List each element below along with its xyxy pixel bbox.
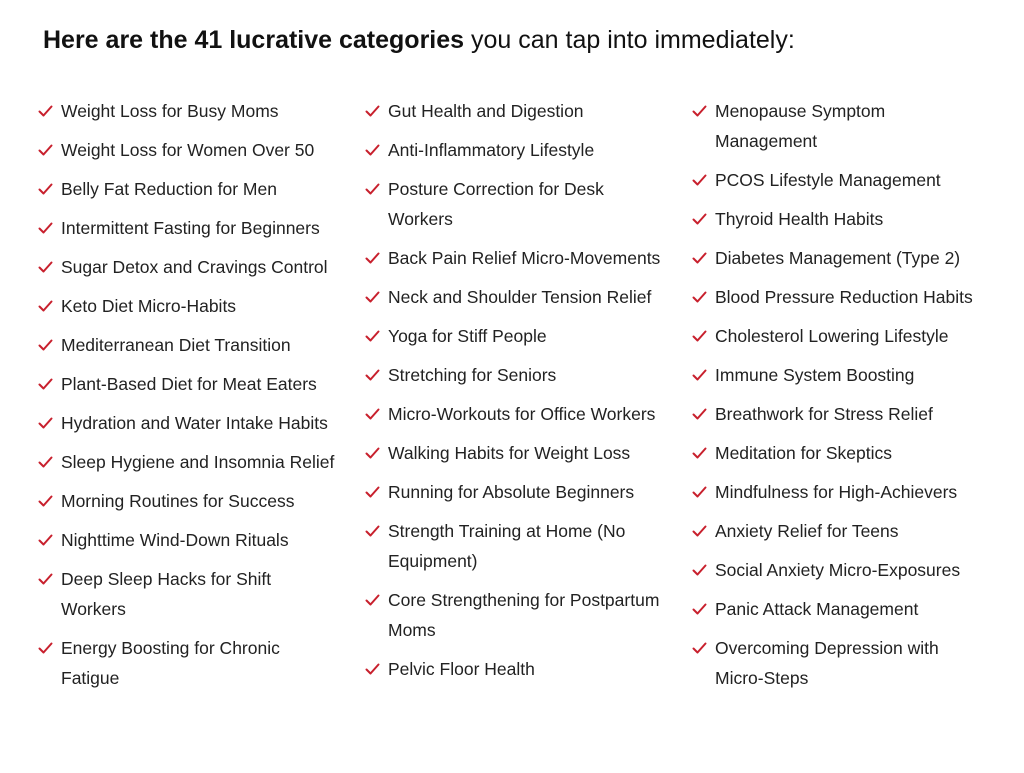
category-label: Energy Boosting for Chronic Fatigue: [61, 638, 280, 688]
category-list-item: [36, 174, 336, 204]
category-list-item: [363, 438, 663, 468]
category-list-item: [36, 252, 336, 282]
category-list-item: [36, 330, 336, 360]
check-icon: [365, 105, 380, 117]
check-icon: [692, 564, 707, 576]
check-icon: [692, 213, 707, 225]
category-label: Keto Diet Micro-Habits: [61, 296, 237, 316]
category-list-item: [36, 408, 336, 438]
category-list-item: [690, 594, 990, 624]
check-icon: [38, 339, 53, 351]
check-icon: [692, 174, 707, 186]
check-icon: [692, 603, 707, 615]
category-label: Posture Correction for Desk Workers: [388, 179, 604, 229]
category-list-item: [36, 486, 336, 516]
category-list-item: [690, 321, 990, 351]
category-label: Morning Routines for Success: [61, 491, 295, 511]
check-icon: [38, 642, 53, 654]
check-icon: [365, 486, 380, 498]
check-icon: [365, 291, 380, 303]
check-icon: [38, 495, 53, 507]
check-icon: [38, 144, 53, 156]
category-label: Anti-Inflammatory Lifestyle: [388, 140, 595, 160]
category-label: Hydration and Water Intake Habits: [61, 413, 328, 433]
category-label: Pelvic Floor Health: [388, 659, 535, 679]
category-label: Gut Health and Digestion: [388, 101, 584, 121]
check-icon: [692, 330, 707, 342]
page-heading: [43, 24, 795, 56]
category-label: Strength Training at Home (No Equipment): [388, 521, 626, 571]
category-label: Meditation for Skeptics: [715, 443, 893, 463]
category-list-item: [363, 585, 663, 645]
check-icon: [692, 105, 707, 117]
category-list-item: [690, 555, 990, 585]
check-icon: [38, 573, 53, 585]
category-list-item: [690, 399, 990, 429]
category-list-item: [690, 633, 990, 693]
category-label: Breathwork for Stress Relief: [715, 404, 933, 424]
check-icon: [365, 525, 380, 537]
category-label: Sleep Hygiene and Insomnia Relief: [61, 452, 335, 472]
category-column-3: [690, 96, 990, 702]
check-icon: [692, 642, 707, 654]
category-label: Plant-Based Diet for Meat Eaters: [61, 374, 317, 394]
category-list-item: [363, 399, 663, 429]
category-label: Back Pain Relief Micro-Movements: [388, 248, 661, 268]
category-label: Mediterranean Diet Transition: [61, 335, 291, 355]
category-list-item: [36, 96, 336, 126]
check-icon: [365, 330, 380, 342]
category-column-2: [363, 96, 663, 693]
category-list-item: [690, 477, 990, 507]
category-list-item: [36, 633, 336, 693]
check-icon: [38, 378, 53, 390]
category-list-item: [363, 243, 663, 273]
check-icon: [38, 456, 53, 468]
category-list-item: [36, 291, 336, 321]
category-list-item: [36, 564, 336, 624]
category-label: Micro-Workouts for Office Workers: [388, 404, 656, 424]
check-icon: [38, 261, 53, 273]
category-label: PCOS Lifestyle Management: [715, 170, 941, 190]
check-icon: [365, 663, 380, 675]
heading-rest-text: you can tap into immediately:: [464, 26, 795, 54]
check-icon: [692, 252, 707, 264]
category-list-item: [690, 438, 990, 468]
check-icon: [365, 369, 380, 381]
category-list-item: [363, 321, 663, 351]
category-list-item: [36, 447, 336, 477]
category-label: Weight Loss for Busy Moms: [61, 101, 279, 121]
category-list-item: [690, 165, 990, 195]
category-list-item: [36, 213, 336, 243]
category-list-item: [363, 135, 663, 165]
category-list-item: [363, 477, 663, 507]
check-icon: [692, 486, 707, 498]
category-list-item: [690, 516, 990, 546]
check-icon: [38, 417, 53, 429]
category-label: Overcoming Depression with Micro-Steps: [715, 638, 939, 688]
category-list-item: [363, 96, 663, 126]
check-icon: [365, 252, 380, 264]
check-icon: [365, 144, 380, 156]
category-list-item: [363, 516, 663, 576]
category-label: Panic Attack Management: [715, 599, 919, 619]
check-icon: [692, 369, 707, 381]
category-label: Cholesterol Lowering Lifestyle: [715, 326, 949, 346]
category-label: Mindfulness for High-Achievers: [715, 482, 958, 502]
category-label: Nighttime Wind-Down Rituals: [61, 530, 289, 550]
category-label: Sugar Detox and Cravings Control: [61, 257, 328, 277]
category-label: Anxiety Relief for Teens: [715, 521, 899, 541]
check-icon: [38, 534, 53, 546]
check-icon: [365, 594, 380, 606]
category-column-1: [36, 96, 336, 702]
category-list-item: [690, 243, 990, 273]
category-label: Core Strengthening for Postpartum Moms: [388, 590, 660, 640]
check-icon: [365, 183, 380, 195]
category-list-item: [690, 360, 990, 390]
check-icon: [365, 408, 380, 420]
category-list-item: [36, 525, 336, 555]
check-icon: [38, 300, 53, 312]
category-label: Deep Sleep Hacks for Shift Workers: [61, 569, 272, 619]
category-list-item: [36, 369, 336, 399]
check-icon: [692, 447, 707, 459]
category-label: Neck and Shoulder Tension Relief: [388, 287, 652, 307]
heading-bold-text: Here are the 41 lucrative categories: [43, 26, 465, 54]
check-icon: [38, 222, 53, 234]
check-icon: [38, 105, 53, 117]
check-icon: [692, 291, 707, 303]
category-list-item: [363, 654, 663, 684]
category-list-item: [690, 96, 990, 156]
check-icon: [365, 447, 380, 459]
category-label: Social Anxiety Micro-Exposures: [715, 560, 961, 580]
category-label: Stretching for Seniors: [388, 365, 557, 385]
category-label: Diabetes Management (Type 2): [715, 248, 961, 268]
category-list-item: [690, 204, 990, 234]
category-list-item: [36, 135, 336, 165]
check-icon: [692, 408, 707, 420]
category-label: Blood Pressure Reduction Habits: [715, 287, 973, 307]
category-label: Menopause Symptom Management: [715, 101, 886, 151]
category-list-item: [690, 282, 990, 312]
check-icon: [692, 525, 707, 537]
check-icon: [38, 183, 53, 195]
category-label: Immune System Boosting: [715, 365, 915, 385]
category-label: Intermittent Fasting for Beginners: [61, 218, 320, 238]
category-label: Thyroid Health Habits: [715, 209, 884, 229]
category-label: Yoga for Stiff People: [388, 326, 547, 346]
category-label: Weight Loss for Women Over 50: [61, 140, 315, 160]
category-label: Belly Fat Reduction for Men: [61, 179, 277, 199]
category-list-item: [363, 174, 663, 234]
category-label: Walking Habits for Weight Loss: [388, 443, 631, 463]
category-label: Running for Absolute Beginners: [388, 482, 635, 502]
category-list-item: [363, 360, 663, 390]
category-list-item: [363, 282, 663, 312]
